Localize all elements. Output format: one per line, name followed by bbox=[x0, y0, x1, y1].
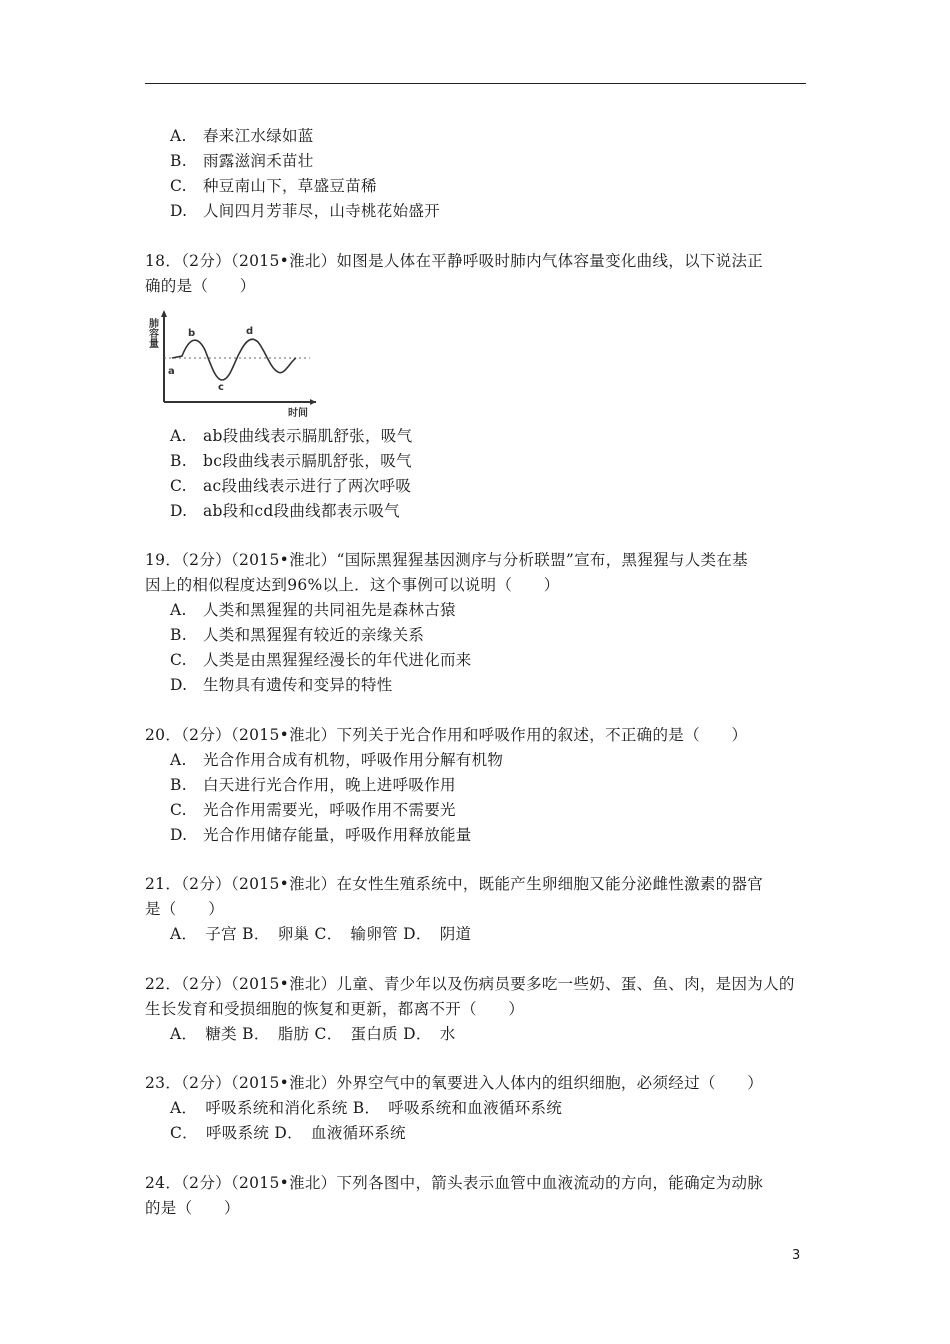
q22-stem-line1: 22．（2分）（2015•淮北）儿童、青少年以及伤病员要多吃一些奶、蛋、鱼、肉，是因为人的 bbox=[145, 975, 795, 993]
point-c-label: c bbox=[218, 382, 224, 393]
q20-option-c: C. 光合作用需要光，呼吸作用不需要光 bbox=[170, 801, 456, 819]
q19-stem-line2: 因上的相似程度达到96%以上．这个事例可以说明（ ） bbox=[145, 576, 560, 594]
q18-stem-line1: 18．（2分）（2015•淮北）如图是人体在平静呼吸时肺内气体容量变化曲线，以下说法正 bbox=[145, 252, 764, 270]
point-d-label: d bbox=[246, 326, 254, 337]
q23-options-line2: C． 呼吸系统 D． 血液循环系统 bbox=[170, 1124, 406, 1142]
q19-option-c: C. 人类是由黑猩猩经漫长的年代进化而来 bbox=[170, 651, 472, 669]
header-rule bbox=[145, 83, 806, 84]
q17-option-c: C. 种豆南山下，草盛豆苗稀 bbox=[170, 177, 377, 195]
q19-option-b: B. 人类和黑猩猩有较近的亲缘关系 bbox=[170, 626, 425, 644]
q24-stem-line1: 24．（2分）（2015•淮北）下列各图中，箭头表示血管中血液流动的方向，能确定为动脉 bbox=[145, 1174, 764, 1192]
q17-option-b: B. 雨露滋润禾苗壮 bbox=[170, 152, 314, 170]
point-a-label: a bbox=[168, 366, 175, 377]
q21-stem-line1: 21．（2分）（2015•淮北）在女性生殖系统中，既能产生卵细胞又能分泌雌性激素的器官 bbox=[145, 875, 764, 893]
q22-stem-line2: 生长发育和受损细胞的恢复和更新，都离不开（ ） bbox=[145, 1000, 525, 1018]
q18-option-b: B. bc段曲线表示膈肌舒张，吸气 bbox=[170, 452, 412, 470]
q23-stem-line1: 23．（2分）（2015•淮北）外界空气中的氧要进入人体内的组织细胞，必须经过（ ） bbox=[145, 1074, 764, 1092]
point-b-label: b bbox=[188, 328, 196, 339]
q18-option-d: D. ab段和cd段曲线都表示吸气 bbox=[170, 502, 400, 520]
q19-option-a: A. 人类和黑猩猩的共同祖先是森林古猿 bbox=[170, 601, 456, 619]
q20-option-d: D. 光合作用储存能量，呼吸作用释放能量 bbox=[170, 826, 472, 844]
q21-options: A． 子宫 B． 卵巢 C． 输卵管 D． 阴道 bbox=[170, 925, 472, 943]
q20-stem-line1: 20．（2分）（2015•淮北）下列关于光合作用和呼吸作用的叙述，不正确的是（ ） bbox=[145, 726, 748, 744]
q20-option-a: A. 光合作用合成有机物，呼吸作用分解有机物 bbox=[170, 751, 504, 769]
q21-stem-line2: 是（ ） bbox=[145, 900, 225, 918]
x-axis-label: 时间 bbox=[288, 408, 308, 419]
lung-volume-figure bbox=[146, 306, 320, 419]
q19-option-d: D. 生物具有遗传和变异的特性 bbox=[170, 676, 393, 694]
lung-volume-curve bbox=[146, 306, 320, 419]
y-axis-arrow bbox=[161, 310, 167, 317]
q17-option-d: D. 人间四月芳菲尽，山寺桃花始盛开 bbox=[170, 202, 441, 220]
q24-stem-line2: 的是（ ） bbox=[145, 1199, 240, 1217]
volume-curve bbox=[172, 339, 296, 380]
q18-option-c: C. ac段曲线表示进行了两次呼吸 bbox=[170, 477, 412, 495]
page-number: 3 bbox=[792, 1248, 801, 1263]
x-axis-arrow bbox=[310, 399, 316, 405]
q20-option-b: B. 白天进行光合作用，晚上进呼吸作用 bbox=[170, 776, 456, 794]
q19-stem-line1: 19．（2分）（2015•淮北）“国际黑猩猩基因测序与分析联盟”宣布，黑猩猩与人类在基 bbox=[145, 551, 748, 569]
q18-option-a: A. ab段曲线表示膈肌舒张，吸气 bbox=[170, 427, 413, 445]
q17-option-a: A. 春来江水绿如蓝 bbox=[170, 127, 314, 145]
y-axis-label: 肺容量 bbox=[146, 318, 158, 348]
q18-stem-line2: 确的是（ ） bbox=[145, 277, 256, 295]
q23-options-line1: A． 呼吸系统和消化系统 B． 呼吸系统和血液循环系统 bbox=[170, 1099, 563, 1117]
q22-options: A． 糖类 B． 脂肪 C． 蛋白质 D． 水 bbox=[170, 1025, 456, 1043]
